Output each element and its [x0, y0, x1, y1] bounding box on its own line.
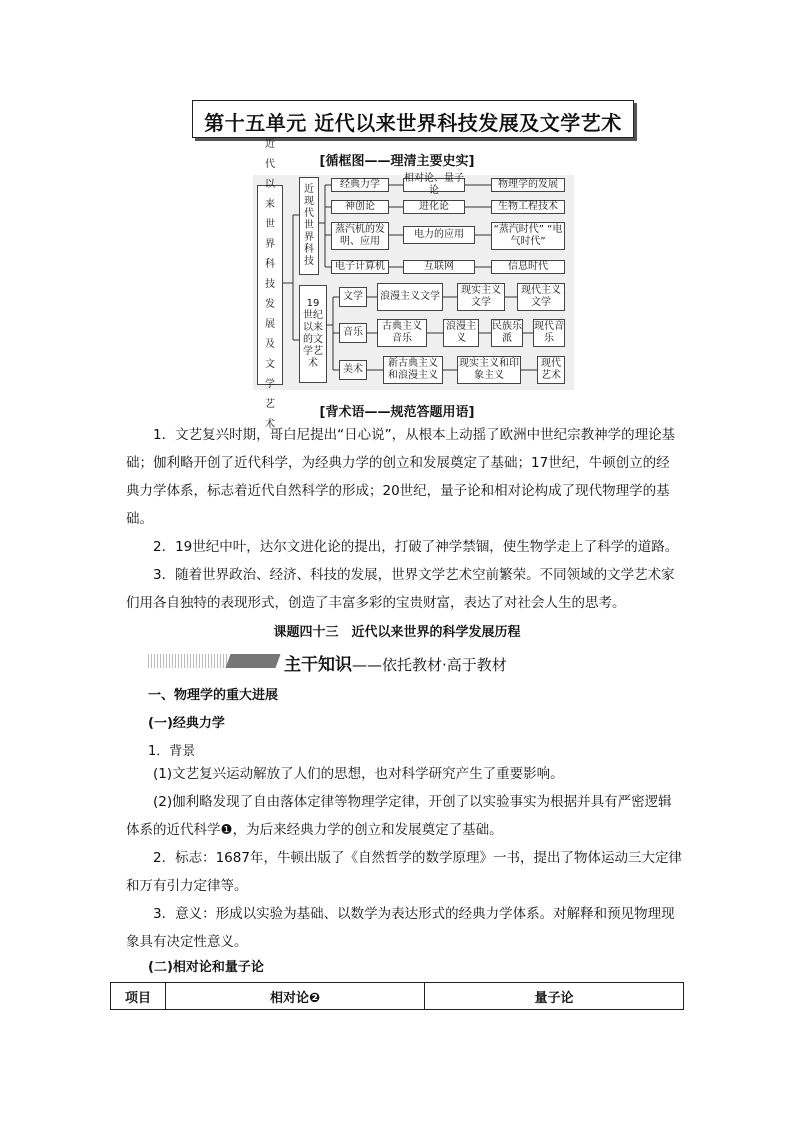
- paragraph: 2．标志：1687年，牛顿出版了《自然哲学的数学原理》一书，提出了物体运动三大定律和万有引力定律等。: [126, 850, 682, 894]
- unit-title-box: [192, 100, 634, 138]
- art-box: 浪漫主义文学: [377, 283, 443, 311]
- body-text: [126, 760, 682, 956]
- sci-box: 相对论、量子论: [404, 173, 464, 196]
- paragraph: (2)伽利略发现了自由落体定律等物理学定律，开创了以实验事实为根据并具有严密逻辑体系的近代科学❶，为后来经典力学的创立和发展奠定了基础。: [126, 794, 672, 838]
- art-box: 美术: [339, 360, 367, 380]
- banner-main: 主干知识: [284, 655, 352, 675]
- paragraph: 3．随着世界政治、经济、科技的发展，世界文学艺术空前繁荣。不同领域的文学艺术家们用各自独特的表现形式，创造了丰富多彩的宝贵财富，表达了对社会人生的思考。: [126, 567, 675, 611]
- art-box: 现实主义和印象主义: [457, 356, 521, 384]
- branch-literature-art: 19世纪以来的文学艺术: [299, 285, 327, 383]
- banner-sub: ——依托教材·高于教材: [352, 656, 507, 674]
- sci-box: 进化论: [403, 200, 465, 214]
- unit-title: 第十五单元 近代以来世界科技发展及文学艺术: [204, 111, 622, 135]
- paragraph: (1)文艺复兴运动解放了人们的思想，也对科学研究产生了重要影响。: [153, 766, 564, 782]
- art-box: 音乐: [339, 323, 367, 343]
- paragraph: 2．19世纪中叶，达尔文进化论的提出，打破了神学禁锢，使生物学走上了科学的道路。: [153, 539, 679, 555]
- terms-header: [背术语——规范答题用语]: [319, 405, 475, 420]
- item-background: 1．背景: [148, 744, 196, 759]
- sci-box: 互联网: [403, 260, 475, 274]
- banner-stripes: [148, 654, 228, 668]
- sci-box: 生物工程技术: [491, 200, 565, 214]
- subsection-title: (二)相对论和量子论: [148, 960, 264, 975]
- art-box: 新古典主义和浪漫主义: [383, 356, 443, 384]
- subsection-title: (一)经典力学: [148, 716, 225, 731]
- sci-box: 电子计算机: [331, 260, 389, 274]
- section-banner: [148, 650, 578, 675]
- sci-box: “蒸汽时代” “电气时代”: [491, 222, 565, 250]
- sci-box: 神创论: [331, 200, 389, 214]
- diagram-header: [循框图——理清主要史实]: [319, 154, 475, 169]
- banner-bar: [225, 654, 280, 668]
- sci-box: 信息时代: [491, 260, 565, 274]
- art-box: 现实主义文学: [457, 283, 505, 311]
- art-box: 浪漫主义: [443, 319, 479, 347]
- paragraph: 3．意义：形成以实验为基础、以数学为表达形式的经典力学体系。对解释和预见物理现象具有决定性意义。: [126, 906, 675, 950]
- comparison-table: [110, 982, 684, 1010]
- art-box: 现代音乐: [533, 319, 565, 347]
- terms-paragraphs: [126, 421, 682, 617]
- sci-box: 物理学的发展: [491, 178, 565, 192]
- art-box: 现代艺术: [537, 356, 565, 384]
- sci-box: 经典力学: [331, 178, 389, 192]
- sci-box: 蒸汽机的发明、应用: [331, 222, 389, 250]
- sci-box: 电力的应用: [403, 226, 475, 244]
- table-header: 项目: [111, 983, 166, 1009]
- art-box: 文学: [339, 287, 367, 307]
- paragraph: 1．文艺复兴时期，哥白尼提出“日心说”，从根本上动摇了欧洲中世纪宗教神学的理论基础；伽利略开创了近代科学，为经典力学的创立和发展奠定了基础；17世纪，牛顿创立的经典力学体系，标志着近代自然科学的形成；20世纪，量子论和相对论构成了现代物理学的基础。: [126, 427, 676, 527]
- branch-science: 近现代世界科技: [299, 177, 319, 275]
- table-header: 量子论: [534, 990, 574, 1006]
- art-box: 现代主义文学: [517, 283, 565, 311]
- art-box: 民族乐派: [491, 319, 523, 347]
- table-header: 相对论❷: [166, 983, 425, 1009]
- banner-text: [284, 650, 507, 675]
- diagram-main-label: 近代以来世界科技发展及文学艺术: [257, 185, 283, 385]
- art-box: 古典主义音乐: [377, 319, 427, 347]
- lesson-title: 课题四十三 近代以来世界的科学发展历程: [273, 625, 521, 640]
- section-title: 一、物理学的重大进展: [148, 688, 279, 703]
